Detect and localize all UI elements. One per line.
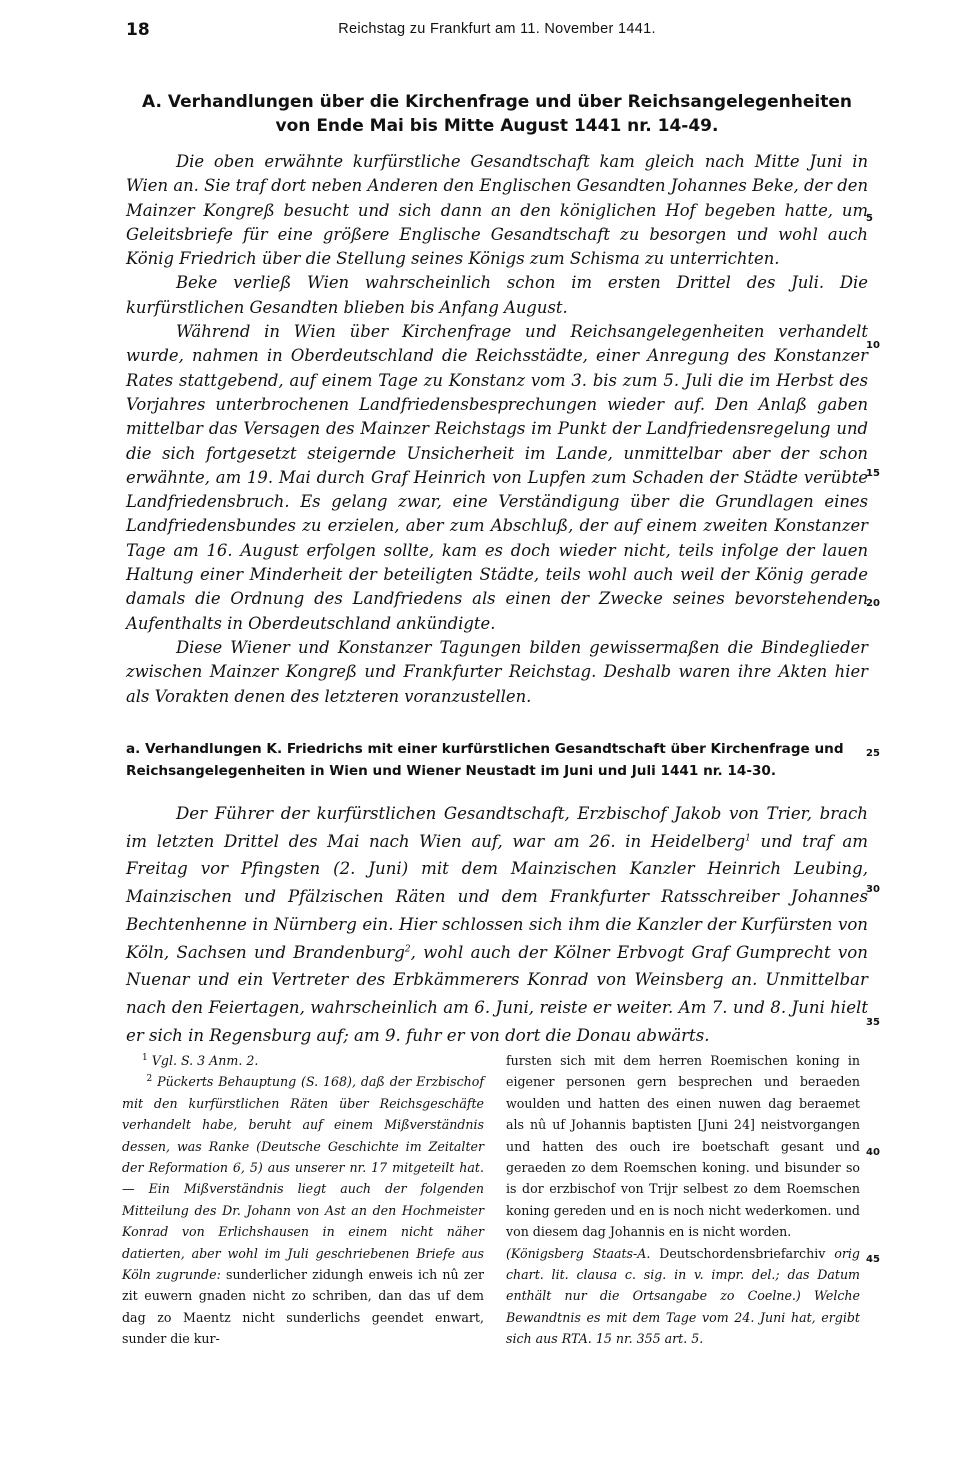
footnote-ref: 1 <box>745 833 751 844</box>
footnote-source-details: orig chart. lit. clausa c. sig. in v. impr. del.; das Datum enthält nur die Ortsangabe zo Coelne.) Welche Bewandtnis es mit dem Tage vom 24. Juni hat, ergibt sich aus RTA. 15 nr. 355 art. 5. <box>506 1245 860 1347</box>
margin-line-number: 25 <box>866 748 880 759</box>
footnote-2-continued <box>506 1050 860 1350</box>
paragraph: Die oben erwähnte kurfürstliche Gesandtschaft kam gleich nach Mitte Juni in Wien an. Sie traf dort neben Anderen den Englischen Gesandten Johannes Beke, der den Mainzer Kongreß besucht und sich dann an den königlichen Hof begeben hatte, um Geleitsbriefe für eine größere Englische Gesandtschaft zu besorgen und wohl auch König Friedrich über die Stellung seines Königs zum Schisma zu unterrichten. <box>126 152 868 269</box>
page-number: 18 <box>126 20 150 40</box>
paragraph-part: und traf am Freitag vor Pfingsten (2. Juni) mit dem Mainzischen Kanzler Heinrich Leubing, Mainzischen und Pfälzischen Räten und dem Frankfurter Ratsschreiber Johannes Bechtenhenne in Nürnberg ein. Hier schlossen sich ihm die Kanzler der Kurfürsten von Köln, Sachsen und Brandenburg <box>126 831 868 962</box>
paragraph: Beke verließ Wien wahrscheinlich schon im ersten Drittel des Juli. Die kurfürstlichen Gesandten blieben bis Anfang August. <box>126 273 868 317</box>
margin-line-number: 15 <box>866 468 880 479</box>
paragraph: Während in Wien über Kirchenfrage und Reichsangelegenheiten verhandelt wurde, nahmen in Oberdeutschland die Reichsstädte, einer Anregung des Konstanzer Rates stattgebend, auf einem Tage zu Konstanz vom 3. bis zum 5. Juli die im Herbst des Vorjahres unterbrochenen Landfriedensbesprechungen wieder auf. Den Anlaß gaben mittelbar das Versagen des Mainzer Reichstags im Punkt der Landfriedensregelung und die sich fortgesetzt steigernde Unsicherheit im Lande, unmittelbar aber der schon erwähnte, am 19. Mai durch Graf Heinrich von Lupfen zum Schaden der Städte verübte Landfriedensbruch. Es gelang zwar, eine Verständigung über die Grundlagen eines Landfriedensbundes zu erzielen, aber zum Abschluß, der auf einem zweiten Konstanzer Tage am 16. August erfolgen sollte, kam es doch wieder nicht, teils infolge der lauen Haltung einer Minderheit der beteiligten Städte, teils wohl auch weil der König gerade damals die Ordnung des Landfriedens als einen der Zwecke seines bevorstehenden Aufenthalts in Oberdeutschland ankündigte. <box>126 322 868 633</box>
footnote-2 <box>122 1071 484 1349</box>
margin-line-number: 45 <box>866 1254 880 1265</box>
footnote-quote: sunderlicher zidungh enweis ich nû zer zit euwern gnaden nicht zo schriben, dan das uf dem dag zo Maentz nicht sunderlichs geendet enwart, sunder die kur- <box>122 1267 484 1347</box>
margin-line-number: 35 <box>866 1017 880 1028</box>
subsection-heading <box>126 738 868 782</box>
paragraph-part: , wohl auch der Kölner Erbvogt Graf Gumprecht von Nuenar und ein Vertreter des Erbkämmerers Konrad von Weinsberg an. Unmittelbar nach den Feiertagen, wahrscheinlich am 6. Juni, reiste er weiter. Am 7. und 8. Juni hielt er sich in Regensburg auf; am 9. fuhr er von dort die Donau abwärts. <box>126 942 868 1045</box>
footnote-text: Vgl. S. 3 Anm. 2. <box>151 1053 259 1068</box>
section-heading-line-2: von Ende Mai bis Mitte August 1441 nr. 14-49. <box>275 116 719 136</box>
section-intro-text <box>126 150 868 709</box>
section-heading <box>126 90 868 138</box>
footnote-text: Pückerts Behauptung (S. 168), daß der Erzbischof mit den kurfürstlichen Räten über Reichsgeschäfte verhandelt habe, beruht auf einem Mißverständnis dessen, was Ranke (Deutsche Geschichte im Zeitalter der Reformation 6, 5) aus unserer nr. 17 mitgeteilt hat. — Ein Mißverständnis liegt auch der folgenden Mitteilung des Dr. Johann von Ast an den Hochmeister Konrad von Erlichshausen in einem nicht näher datierten, aber wohl im Juli geschriebenen Briefe aus Köln zugrunde: <box>122 1074 484 1283</box>
footnote-ref: 2 <box>404 943 411 954</box>
footnote-1 <box>122 1050 484 1071</box>
margin-line-number: 30 <box>866 884 880 895</box>
footnote-source-archive: Deutschordensbriefarchiv <box>650 1245 835 1261</box>
section-heading-line-1: A. Verhandlungen über die Kirchenfrage und über Reichsangelegenheiten <box>142 92 852 112</box>
margin-line-number: 5 <box>866 213 873 224</box>
footnotes-right-column <box>506 1050 860 1350</box>
footnote-mark: 2 <box>146 1074 153 1085</box>
footnote-mark: 1 <box>142 1052 148 1063</box>
subsection-heading-line-1: a. Verhandlungen K. Friedrichs mit einer kurfürstlichen Gesandtschaft über Kirchenfrage und <box>126 741 844 757</box>
subsection-text <box>126 800 868 1049</box>
running-header <box>126 20 868 44</box>
paragraph-part: Der Führer der kurfürstlichen Gesandtschaft, Erzbischof Jakob von Trier, brach im letzten Drittel des Mai nach Wien auf, war am 26. in Heidelberg <box>126 804 868 851</box>
paragraph: Diese Wiener und Konstanzer Tagungen bilden gewissermaßen die Bindeglieder zwischen Mainzer Kongreß und Frankfurter Reichstag. Deshalb waren ihre Akten hier als Vorakten denen des letzteren voranzustellen. <box>126 637 868 706</box>
margin-line-number: 20 <box>866 598 880 609</box>
footnote-quote: fursten sich mit dem herren Roemischen koning in eigener personen gern besprechen und beraeden woulden und hatten des einen nuwen dag beraemet als nû uf Johannis baptisten [Juni 24] neistvorgangen und hatten des ouch ire boetschaft gesant und geraeden zo dem Roemschen koning. und bisunder so is dor erzbischof von Trijr selbest zo dem Roemschen koning gereden und en is noch nicht wederkomen. und von diesem dag Johannis en is nicht worden. <box>506 1053 860 1240</box>
margin-line-number: 10 <box>866 340 880 351</box>
footnotes-left-column <box>122 1050 484 1350</box>
footnote-source: (Königsberg Staats-A. <box>506 1245 651 1261</box>
running-title: Reichstag zu Frankfurt am 11. November 1441. <box>338 21 656 37</box>
subsection-heading-line-2: Reichsangelegenheiten in Wien und Wiener Neustadt im Juni und Juli 1441 nr. 14-30. <box>126 763 777 779</box>
paragraph <box>126 800 868 1049</box>
margin-line-number: 40 <box>866 1147 880 1158</box>
